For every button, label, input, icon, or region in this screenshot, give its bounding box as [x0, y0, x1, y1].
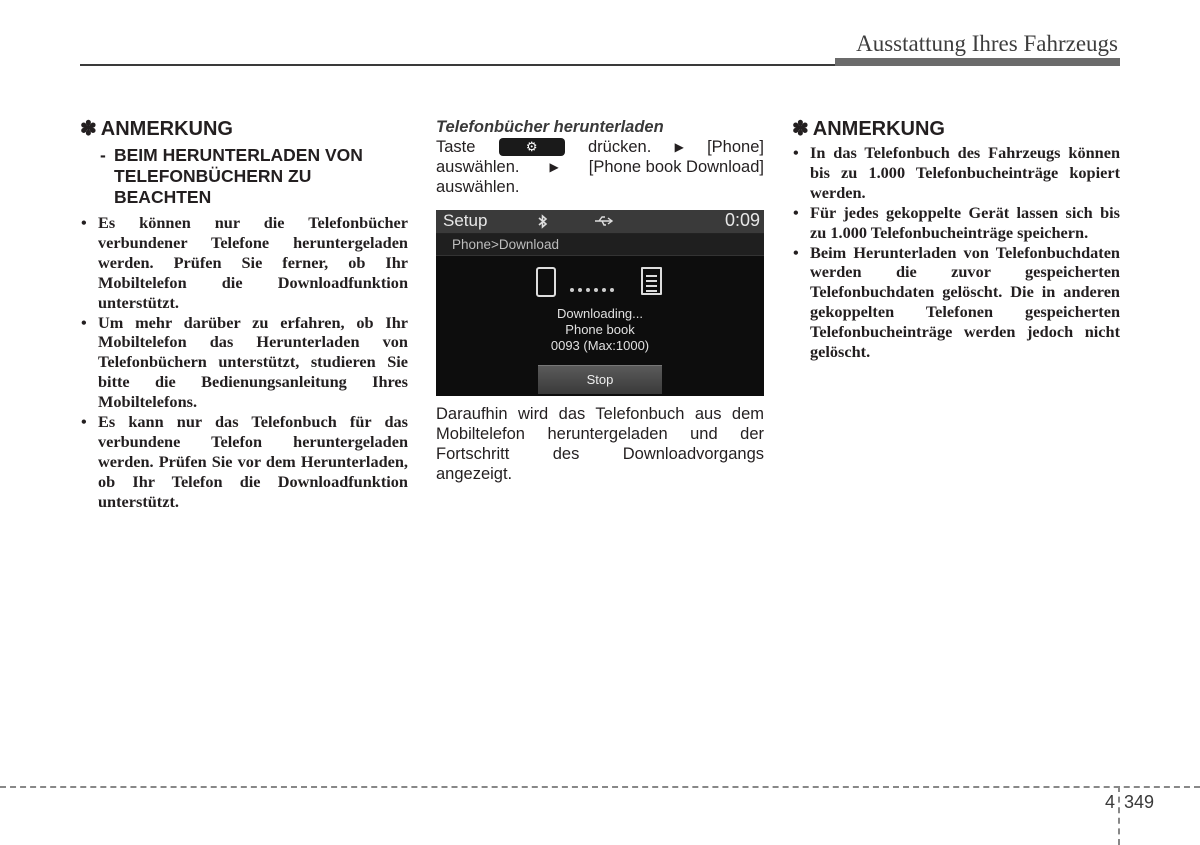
subheading-line: BEACHTEN — [114, 187, 212, 207]
screen-breadcrumb: Phone>Download — [452, 237, 559, 252]
bluetooth-icon — [537, 214, 549, 229]
list-item: • Es kann nur das Telefonbuch für das verbundene Telefon heruntergeladen werden. Prüfen Sie vor dem Herunterladen, ob Ihr Telefon die Downloadfunktion unterstützt. — [81, 412, 408, 511]
arrow-right-icon: ▶ — [674, 140, 684, 154]
list-item: • Beim Herunterladen von Telefonbuchdaten werden die zuvor gespeicherten Telefonbuchdaten gelöscht. Die in anderen gekoppelten Telefonen gespeicherten Telefonbucheinträge werden jedoch nicht gelöscht. — [793, 242, 1120, 362]
transfer-dots-icon — [570, 279, 618, 297]
section-title: Telefonbücher herunterladen — [436, 118, 664, 136]
list-item: • Um mehr darüber zu erfahren, ob Ihr Mobiltelefon das Herunterladen von Telefonbüchern unterstützt, studieren Sie bitte die Bedienungsanleitung Ihres Mobiltelefons. — [81, 312, 408, 412]
note-star-icon: ✽ — [80, 118, 97, 140]
footer-dashed-rule — [0, 786, 1200, 788]
phonebook-document-icon — [641, 267, 662, 295]
left-note-subheading — [100, 145, 408, 208]
screen-title: Setup — [443, 211, 488, 230]
screen-status-bar — [436, 210, 764, 234]
stop-button[interactable]: Stop — [538, 365, 662, 394]
subheading-line: BEIM HERUNTERLADEN VON — [114, 145, 363, 165]
subheading-dash: - — [100, 145, 106, 165]
setup-key-icon — [499, 138, 565, 156]
screen-status-line: Downloading... — [557, 306, 643, 321]
usb-icon — [594, 214, 614, 228]
mobile-phone-icon — [536, 267, 556, 297]
left-note-heading-text: ANMERKUNG — [100, 118, 233, 140]
instruction-line-2: auswählen. ▶ [Phone book Download] — [436, 158, 764, 176]
page-number: 349 — [1124, 792, 1155, 812]
subheading-line: TELEFONBÜCHERN ZU — [114, 166, 312, 186]
list-item: • In das Telefonbuch des Fahrzeugs können bis zu 1.000 Telefonbucheinträge kopiert werden. — [793, 143, 1120, 202]
instruction-line-1: Taste ⚙ drücken. ▶ [Phone] — [436, 138, 764, 156]
screen-progress-count: 0093 (Max:1000) — [550, 338, 650, 353]
list-item: • Für jedes gekoppelte Gerät lassen sich bis zu 1.000 Telefonbucheinträge speichern. — [793, 202, 1120, 242]
result-paragraph: Daraufhin wird das Telefonbuch aus dem Mobiltelefon heruntergeladen und der Fortschritt des Downloadvorgangs angezeigt. — [436, 405, 764, 483]
screen-status-line: Phone book — [565, 322, 635, 337]
instruction-line-3: auswählen. — [436, 178, 520, 196]
chapter-number: 4 — [1105, 792, 1116, 812]
phonebook-download-screen — [436, 210, 764, 396]
right-note-bullets — [792, 143, 1120, 362]
left-note — [80, 118, 408, 512]
arrow-right-icon: ▶ — [549, 160, 559, 174]
page-header-title: Ausstattung Ihres Fahrzeugs — [856, 31, 1118, 56]
screen-breadcrumb-bar — [436, 234, 764, 256]
footer-vertical-divider — [1118, 786, 1120, 845]
list-item: • Es können nur die Telefonbücher verbundener Telefone heruntergeladen werden. Prüfen Sie ferner, ob Ihr Mobiltelefon die Downloadfunktion unterstützt. — [81, 213, 408, 312]
header-rule — [80, 64, 835, 66]
screen-clock: 0:09 — [724, 210, 760, 230]
header-tab-bar — [835, 58, 1120, 66]
gear-icon: ⚙ — [525, 139, 538, 154]
right-note-heading-text: ANMERKUNG — [812, 118, 945, 140]
left-note-heading — [80, 118, 408, 140]
left-note-bullets — [80, 213, 408, 512]
right-note-heading — [792, 118, 1120, 140]
middle-after-text — [436, 404, 764, 484]
note-star-icon: ✽ — [792, 118, 809, 140]
middle-column — [436, 117, 764, 197]
right-note — [792, 118, 1120, 362]
